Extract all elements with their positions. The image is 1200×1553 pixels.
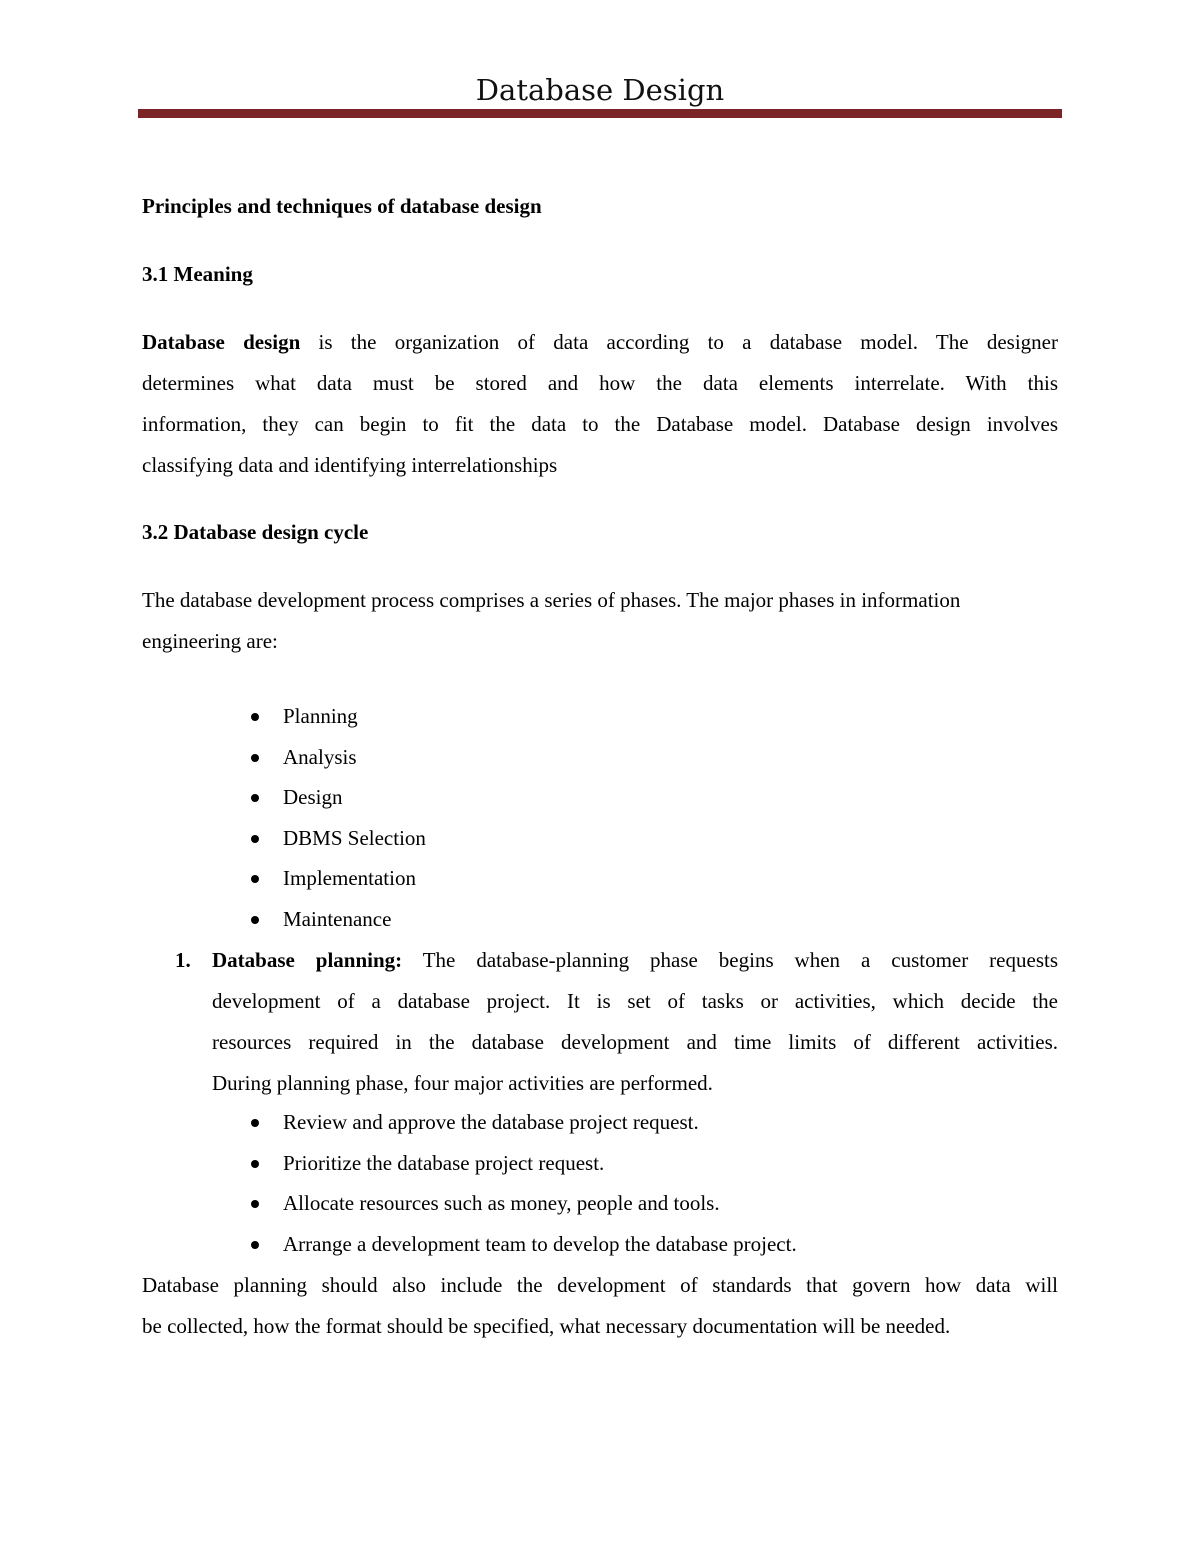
planning-activities-list	[142, 1102, 1058, 1264]
section-heading-cycle: 3.2 Database design cycle	[142, 520, 369, 544]
term-database-design: Database design	[142, 330, 301, 354]
bullet-icon	[251, 916, 259, 924]
cycle-intro-paragraph	[142, 580, 1058, 662]
header-rule	[138, 109, 1062, 118]
paragraph-line: determines what data must be stored and how the data elements interrelate. With this	[142, 371, 1058, 395]
bullet-icon	[251, 875, 259, 883]
paragraph-line: engineering are:	[142, 629, 278, 653]
bullet-icon	[251, 794, 259, 802]
bullet-icon	[251, 1241, 259, 1249]
item-number: 1.	[175, 948, 191, 972]
paragraph-line: Database planning: The database-planning phase begins when a customer requests	[212, 948, 1058, 972]
list-item: Implementation	[142, 858, 1058, 899]
paragraph-line: development of a database project. It is set of tasks or activities, which decide the	[212, 989, 1058, 1013]
list-item: Design	[142, 777, 1058, 818]
document-title: Principles and techniques of database design	[142, 194, 542, 218]
paragraph-line: information, they can begin to fit the data to the Database model. Database design involves	[142, 412, 1058, 436]
database-planning-paragraph	[212, 940, 1058, 1104]
bullet-icon	[251, 1200, 259, 1208]
bullet-icon	[251, 754, 259, 762]
list-item: Analysis	[142, 737, 1058, 778]
term-database-planning: Database planning:	[212, 948, 403, 972]
closing-paragraph	[142, 1265, 1058, 1347]
paragraph-line: classifying data and identifying interrelationships	[142, 453, 558, 477]
paragraph-line: The database development process comprises a series of phases. The major phases in information	[142, 588, 961, 612]
meaning-paragraph	[142, 322, 1058, 486]
phases-list	[142, 696, 1058, 939]
paragraph-line: During planning phase, four major activities are performed.	[212, 1071, 713, 1095]
paragraph-line: resources required in the database development and time limits of different activities.	[212, 1030, 1058, 1054]
paragraph-line: Database planning should also include the development of standards that govern how data will	[142, 1273, 1058, 1297]
list-item: Arrange a development team to develop the database project.	[142, 1224, 1058, 1265]
paragraph-line: be collected, how the format should be specified, what necessary documentation will be needed.	[142, 1314, 951, 1338]
list-item: Prioritize the database project request.	[142, 1143, 1058, 1184]
section-heading-meaning: 3.1 Meaning	[142, 262, 253, 286]
paragraph-line: Database design is the organization of data according to a database model. The designer	[142, 330, 1058, 354]
list-item: DBMS Selection	[142, 818, 1058, 859]
list-item: Allocate resources such as money, people and tools.	[142, 1183, 1058, 1224]
bullet-icon	[251, 713, 259, 721]
bullet-icon	[251, 1119, 259, 1127]
list-item: Maintenance	[142, 899, 1058, 940]
bullet-icon	[251, 835, 259, 843]
header-title: Database Design	[475, 73, 725, 107]
bullet-icon	[251, 1160, 259, 1168]
list-item: Review and approve the database project request.	[142, 1102, 1058, 1143]
list-item: Planning	[142, 696, 1058, 737]
